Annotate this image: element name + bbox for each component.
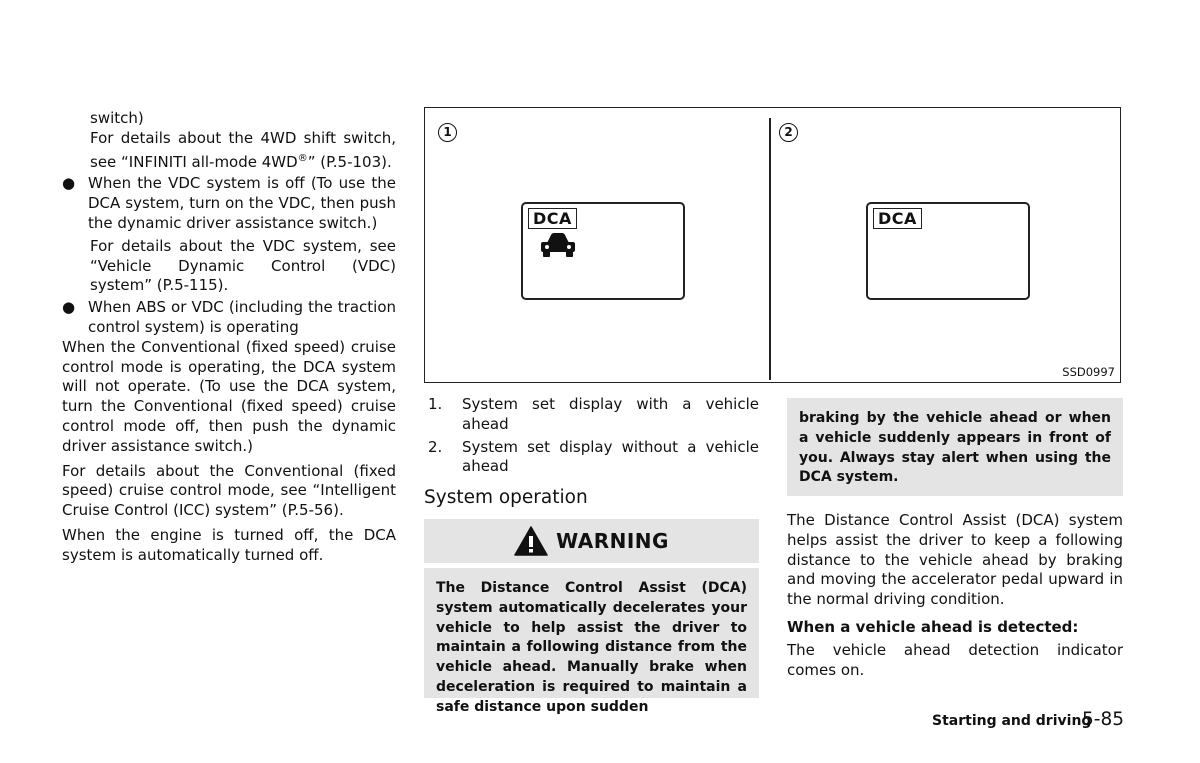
- warning-title: WARNING: [556, 529, 669, 553]
- paragraph-conventional-cruise: When the Conventional (fixed speed) cruise control mode is operating, the DCA system will not operate. (To use the DCA system, turn the Conventional (fixed speed) cruise control mode off, then push the dynamic driver assistance switch.): [62, 337, 396, 455]
- paragraph-dca-overview: The Distance Control Assist (DCA) system helps assist the driver to keep a following distance to the vehicle ahead by braking and moving the accelerator pedal upward in the normal driving condition.: [787, 511, 1123, 609]
- warning-continued: braking by the vehicle ahead or when a vehicle suddenly appears in front of you. Always stay alert when using the DCA system.: [787, 398, 1123, 496]
- paragraph-engine-off: When the engine is turned off, the DCA system is automatically turned off.: [62, 525, 396, 564]
- caption-item-2: 2. System set display without a vehicle ahead: [428, 437, 759, 476]
- subheading-vehicle-detected: When a vehicle ahead is detected:: [787, 617, 1079, 636]
- bullet-icon: ●: [62, 298, 76, 317]
- page-number: 5-85: [1082, 709, 1124, 730]
- footer-section-label: Starting and driving: [932, 713, 1092, 729]
- display-with-vehicle: [521, 202, 685, 300]
- bullet-icon: ●: [62, 174, 76, 193]
- caption-item-1: 1. System set display with a vehicle ahead: [428, 395, 759, 433]
- figure-marker-2: 2: [779, 123, 798, 142]
- paragraph-conventional-details: For details about the Conventional (fixed speed) cruise control mode, see “Intelligent Cruise Control (ICC) system” (P.5-56).: [62, 461, 396, 520]
- details-4wd: For details about the 4WD shift switch, see “INFINITI all-mode 4WD®” (P.5-103).: [90, 128, 396, 171]
- continued-text: switch): [90, 109, 144, 127]
- figure-code: SSD0997: [1062, 365, 1115, 379]
- figure-marker-1: 1: [438, 123, 457, 142]
- bullet-item-vdc-off: ● When the VDC system is off (To use the DCA system, turn on the VDC, then push the dynamic driver assistance switch.): [62, 174, 396, 232]
- left-column: [62, 109, 396, 566]
- display-figure: [424, 107, 1121, 383]
- section-heading: System operation: [424, 487, 588, 509]
- figure-divider: [769, 118, 771, 380]
- warning-body: The Distance Control Assist (DCA) system automatically decelerates your vehicle to help assist the driver to maintain a following distance from the vehicle ahead. Manually brake when deceleration is required to maintain a safe distance upon sudden: [424, 568, 759, 698]
- dca-indicator: DCA: [873, 208, 922, 229]
- bullet-item-abs-vdc: ● When ABS or VDC (including the traction control system) is operating: [62, 298, 396, 336]
- car-icon: [539, 232, 577, 258]
- details-vdc: For details about the VDC system, see “Vehicle Dynamic Control (VDC) system” (P.5-115).: [90, 236, 396, 295]
- paragraph-indicator: The vehicle ahead detection indicator comes on.: [787, 640, 1123, 679]
- warning-header: [424, 519, 759, 563]
- dca-indicator: DCA: [528, 208, 577, 229]
- middle-column: [424, 395, 759, 510]
- display-without-vehicle: [866, 202, 1030, 300]
- right-column: [787, 511, 1123, 680]
- registered-mark: ®: [297, 152, 308, 164]
- warning-triangle-icon: [514, 526, 548, 556]
